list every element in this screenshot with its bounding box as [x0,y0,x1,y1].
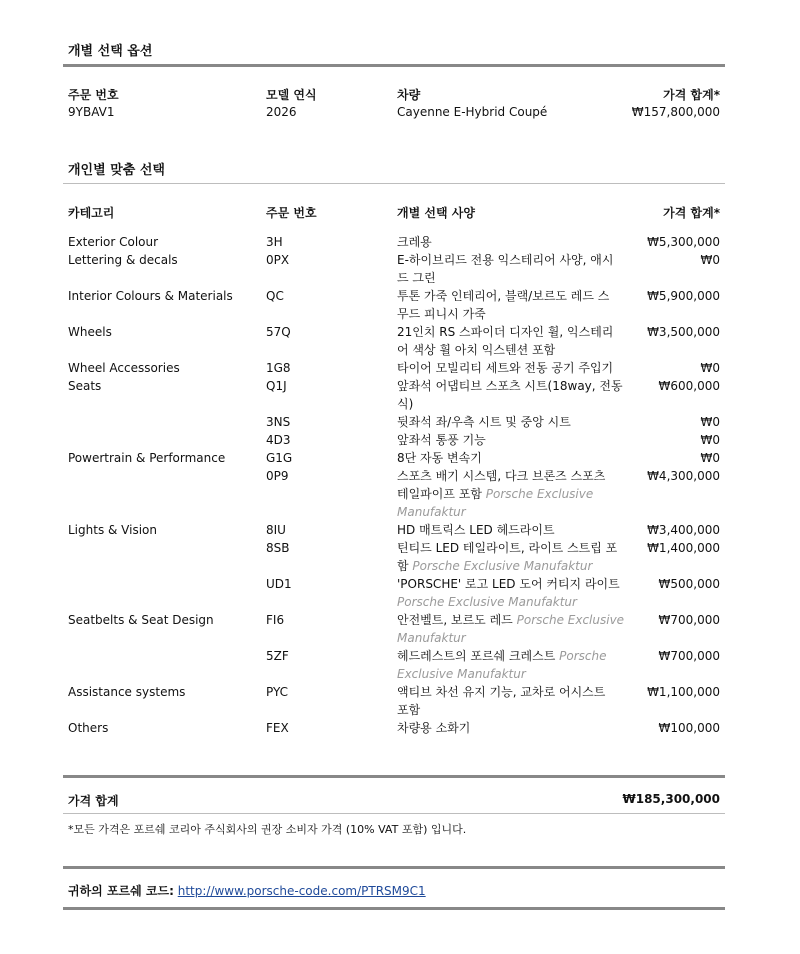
exclusive-manufaktur-note: Porsche Exclusive Manufaktur [397,487,594,519]
row-category: Seatbelts & Seat Design [68,613,214,627]
row-order-code: UD1 [266,577,292,591]
row-price: ₩0 [700,433,720,447]
section-divider [63,183,725,184]
row-price: ₩700,000 [658,649,720,663]
row-option-description [397,719,629,737]
row-order-code: QC [266,289,284,303]
row-option-description [397,233,629,251]
base-price-value: ₩157,800,000 [631,105,720,119]
row-category: Assistance systems [68,685,186,699]
option-text-line: 어 색상 휠 아치 익스텐션 포함 [397,343,556,357]
option-text-line: 타이어 모빌리티 세트와 전동 공기 주입기 [397,361,614,375]
porsche-code-label: 귀하의 포르쉐 코드: [68,884,174,898]
option-text-line: 포함 [397,703,421,717]
model-year-value: 2026 [266,105,297,119]
total-divider [63,775,725,778]
section-divider [63,64,725,67]
option-text-line: 드 그린 [397,271,436,285]
row-category: Wheels [68,325,112,339]
row-option-description [397,413,629,431]
order-number-value: 9YBAV1 [68,105,115,119]
row-order-code: PYC [266,685,289,699]
row-option-description [397,359,629,377]
row-order-code: 0P9 [266,469,289,483]
exclusive-manufaktur-note: Porsche Exclusive Manufaktur [397,649,607,681]
row-option-description [397,449,629,467]
row-order-code: 8SB [266,541,290,555]
grand-total-label: 가격 합계 [68,794,119,808]
row-price: ₩0 [700,451,720,465]
row-order-code: 4D3 [266,433,291,447]
option-text-line: 식) [397,397,414,411]
header-vehicle: 차량 [397,88,421,102]
row-option-description [397,647,629,683]
option-text-line: 'PORSCHE' 로고 LED 도어 커티지 라이트 [397,577,620,591]
total-bottom-divider [63,813,725,814]
row-option-description [397,377,629,413]
header-category: 카테고리 [68,206,115,220]
footer-divider [63,866,725,869]
option-text-line: 틴티드 LED 테일라이트, 라이트 스트립 포 [397,541,618,555]
row-category: Wheel Accessories [68,361,180,375]
option-text-line: 크레용 [397,235,432,249]
footer-bottom-divider [63,907,725,910]
option-text-line: 함 [397,559,409,573]
option-text-line: 무드 피니시 가죽 [397,307,486,321]
header-total-price: 가격 합계* [663,88,720,102]
row-order-code: 57Q [266,325,291,339]
row-option-description [397,287,629,323]
vehicle-value: Cayenne E-Hybrid Coupé [397,105,548,119]
row-price: ₩0 [700,361,720,375]
row-price: ₩1,100,000 [647,685,720,699]
row-price: ₩700,000 [658,613,720,627]
row-category: Others [68,721,109,735]
row-option-description [397,251,629,287]
porsche-code-line [68,882,426,899]
row-order-code: Q1J [266,379,287,393]
row-category: Lettering & decals [68,253,178,267]
row-price: ₩1,400,000 [647,541,720,555]
row-price: ₩4,300,000 [647,469,720,483]
header-option: 개별 선택 사양 [397,206,475,220]
option-text-line: 헤드레스트의 포르쉐 크레스트 [397,649,556,663]
option-text-line: 차량용 소화기 [397,721,471,735]
row-order-code: 1G8 [266,361,291,375]
row-order-code: 8IU [266,523,286,537]
section-title-individual-options: 개별 선택 옵션 [68,44,153,59]
row-category: Powertrain & Performance [68,451,226,465]
porsche-code-link[interactable]: http://www.porsche-code.com/PTRSM9C1 [177,884,426,898]
row-option-description [397,683,629,719]
row-option-description [397,521,629,539]
row-order-code: 5ZF [266,649,289,663]
option-text-line: HD 매트릭스 LED 헤드라이트 [397,523,555,537]
row-category: Lights & Vision [68,523,157,537]
option-text-line: 스포츠 배기 시스템, 다크 브론즈 스포츠 [397,469,606,483]
option-text-line: 21인치 RS 스파이더 디자인 휠, 익스테리 [397,325,614,339]
row-price: ₩3,500,000 [647,325,720,339]
exclusive-manufaktur-note: Porsche Exclusive Manufaktur [412,559,593,573]
row-price: ₩5,300,000 [647,235,720,249]
row-price: ₩3,400,000 [647,523,720,537]
row-order-code: 3H [266,235,283,249]
row-category: Interior Colours & Materials [68,289,233,303]
exclusive-manufaktur-note: Porsche Exclusive Manufaktur [397,613,625,645]
row-price: ₩500,000 [658,577,720,591]
row-option-description [397,575,629,611]
row-price: ₩5,900,000 [647,289,720,303]
row-price: ₩0 [700,253,720,267]
header-order-number: 주문 번호 [68,88,119,102]
option-text-line: 안전벨트, 보르도 레드 [397,613,513,627]
row-order-code: 0PX [266,253,290,267]
header-order-number: 주문 번호 [266,206,317,220]
option-text-line: 투톤 가죽 인테리어, 블랙/보르도 레드 스 [397,289,610,303]
option-text-line: 테일파이프 포함 [397,487,482,501]
header-price: 가격 합계* [663,206,720,220]
row-option-description [397,539,629,575]
row-order-code: FI6 [266,613,285,627]
row-category: Seats [68,379,102,393]
row-order-code: FEX [266,721,289,735]
row-option-description [397,323,629,359]
row-price: ₩100,000 [658,721,720,735]
section-title-personalization: 개인별 맞춤 선택 [68,163,165,178]
row-order-code: 3NS [266,415,291,429]
price-footnote: *모든 가격은 포르쉐 코리아 주식회사의 권장 소비자 가격 (10% VAT 포함) 입니다. [68,823,467,836]
row-option-description [397,467,629,521]
row-option-description [397,611,629,647]
row-price: ₩600,000 [658,379,720,393]
grand-total-value: ₩185,300,000 [622,792,720,806]
row-option-description [397,431,629,449]
row-price: ₩0 [700,415,720,429]
row-category: Exterior Colour [68,235,159,249]
option-text-line: 8단 자동 변속기 [397,451,482,465]
option-text-line: 앞좌석 통풍 기능 [397,433,486,447]
exclusive-manufaktur-note: Porsche Exclusive Manufaktur [397,595,577,609]
option-text-line: 뒷좌석 좌/우측 시트 및 중앙 시트 [397,415,571,429]
option-text-line: 앞좌석 어댑티브 스포츠 시트(18way, 전동 [397,379,623,393]
row-order-code: G1G [266,451,293,465]
option-text-line: 액티브 차선 유지 기능, 교차로 어시스트 [397,685,606,699]
header-model-year: 모델 연식 [266,88,317,102]
option-text-line: E-하이브리드 전용 익스테리어 사양, 애시 [397,253,614,267]
